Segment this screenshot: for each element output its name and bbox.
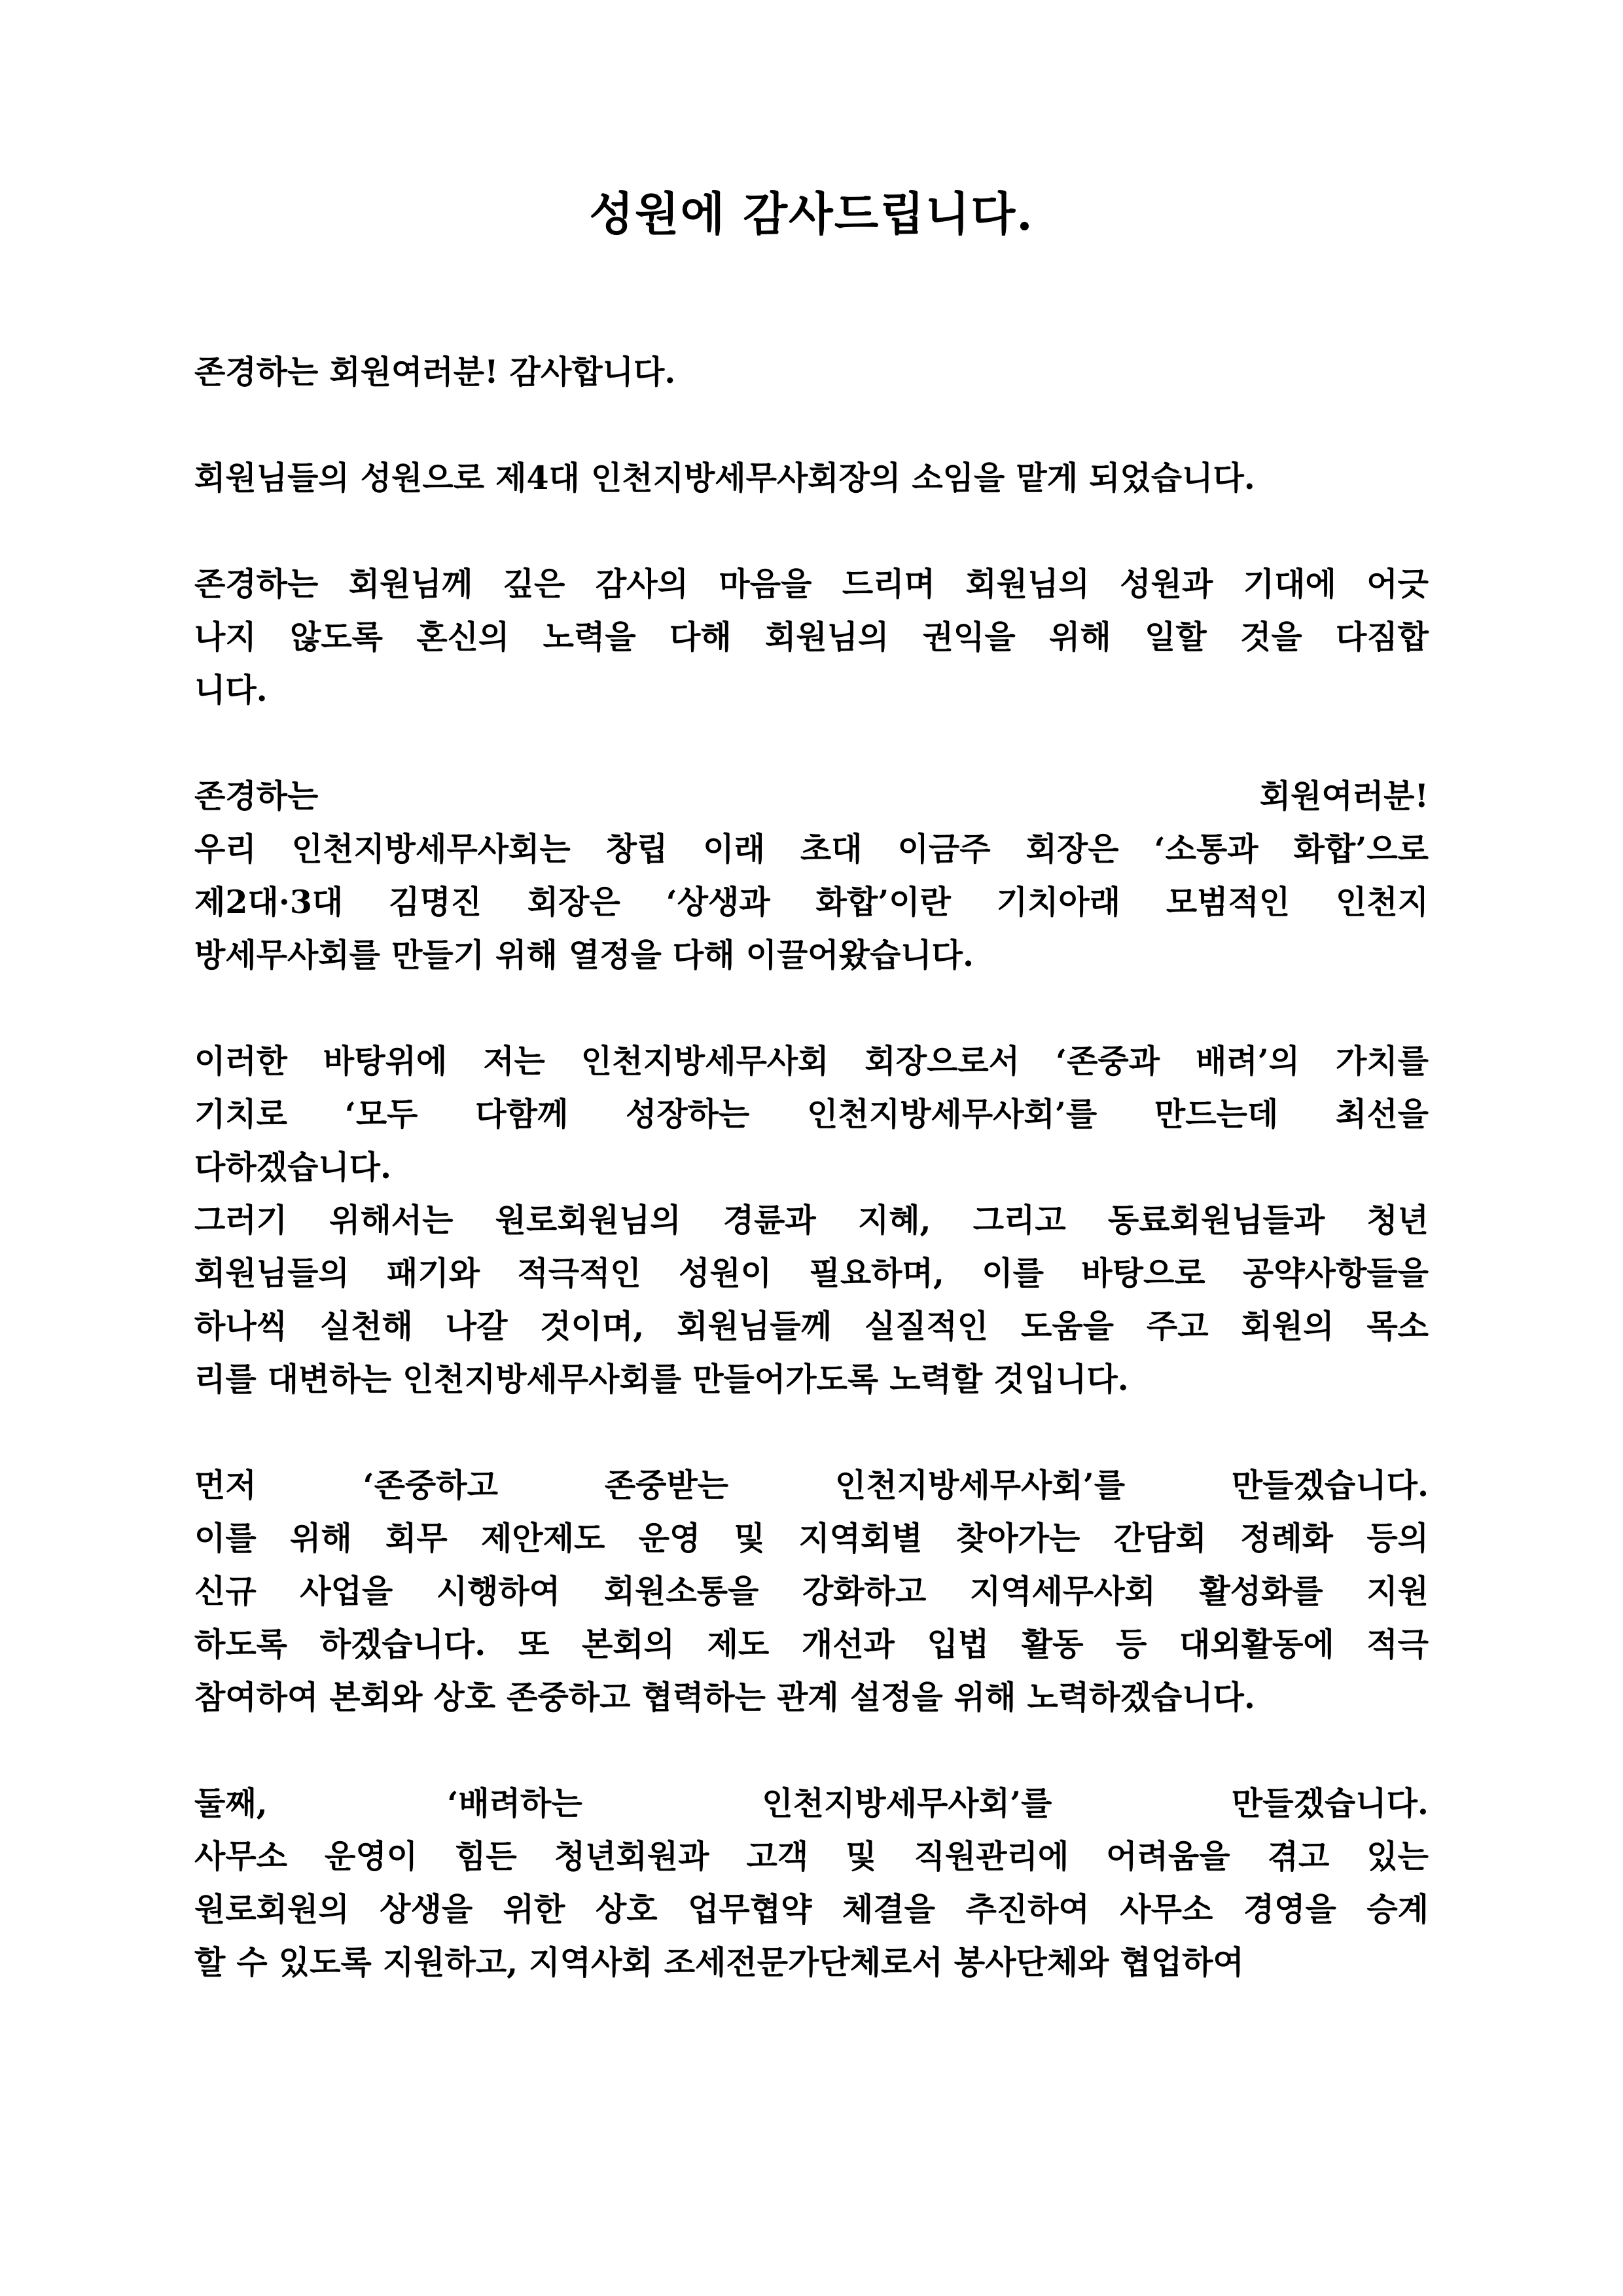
text-line: 회원님들의 성원으로 제4대 인천지방세무사회장의 소임을 맡게 되었습니다. [194,459,1255,497]
text-line: 존경하는 회원님께 깊은 감사의 마음을 드리며 회원님의 성원과 기대에 어긋 [194,565,1429,603]
paragraph [194,558,1429,717]
text-line: 먼저 ‘존중하고 존중받는 인천지방세무사회’를 만들겠습니다. [194,1466,1429,1504]
text-line: 존경하는 회원여러분! [194,777,1429,815]
text-line: 우리 인천지방세무사회는 창립 이래 초대 이금주 회장은 ‘소통과 화합’으로 [194,830,1429,868]
paragraph [194,346,1429,399]
text-line: 리를 대변하는 인천지방세무사회를 만들어가도록 노력할 것입니다. [194,1360,1129,1398]
text-line: 참여하여 본회와 상호 존중하고 협력하는 관계 설정을 위해 노력하겠습니다. [194,1678,1255,1716]
text-line: 방세무사회를 만들기 위해 열정을 다해 이끌어왔습니다. [194,936,974,974]
text-line: 제2대·3대 김명진 회장은 ‘상생과 화합’이란 기치아래 모범적인 인천지 [194,883,1429,921]
text-line: 이를 위해 회무 제안제도 운영 및 지역회별 찾아가는 간담회 정례화 등의 [194,1519,1429,1557]
text-line: 기치로 ‘모두 다함께 성장하는 인천지방세무사회’를 만드는데 최선을 [194,1095,1429,1133]
paragraph [194,770,1429,982]
text-line: 하도록 하겠습니다. 또 본회의 제도 개선과 입법 활동 등 대외활동에 적극 [194,1625,1429,1663]
paragraph [194,1459,1429,1724]
text-line: 하나씩 실천해 나갈 것이며, 회원님들께 실질적인 도움을 주고 회원의 목소 [194,1307,1429,1345]
text-line: 다하겠습니다. [194,1148,392,1186]
text-line: 신규 사업을 시행하여 회원소통을 강화하고 지역세무사회 활성화를 지원 [194,1572,1429,1610]
text-line: 사무소 운영이 힘든 청년회원과 고객 및 직원관리에 어려움을 겪고 있는 [194,1837,1429,1875]
text-line: 원로회원의 상생을 위한 상호 업무협약 체결을 추진하여 사무소 경영을 승계 [194,1890,1429,1928]
text-line: 둘째, ‘배려하는 인천지방세무사회’를 만들겠습니다. [194,1784,1429,1822]
text-line: 할 수 있도록 지원하고, 지역사회 조세전문가단체로서 봉사단체와 협업하여 [194,1943,1244,1981]
text-line: 존경하는 회원여러분! 감사합니다. [194,353,676,391]
text-line: 이러한 바탕위에 저는 인천지방세무사회 회장으로서 ‘존중과 배려’의 가치를 [194,1042,1429,1080]
paragraph [194,452,1429,505]
text-line: 나지 않도록 혼신의 노력을 다해 회원님의 권익을 위해 일할 것을 다짐합 [194,618,1429,656]
paragraph [194,1777,1429,1989]
paragraph [194,1035,1429,1194]
document-title: 성원에 감사드립니다. [589,187,1034,241]
text-line: 회원님들의 패기와 적극적인 성원이 필요하며, 이를 바탕으로 공약사항들을 [194,1254,1429,1292]
text-line: 니다. [194,671,268,709]
document-body [194,346,1429,1989]
text-line: 그러기 위해서는 원로회원님의 경륜과 지혜, 그리고 동료회원님들과 청년 [194,1201,1429,1239]
paragraph [194,1194,1429,1406]
